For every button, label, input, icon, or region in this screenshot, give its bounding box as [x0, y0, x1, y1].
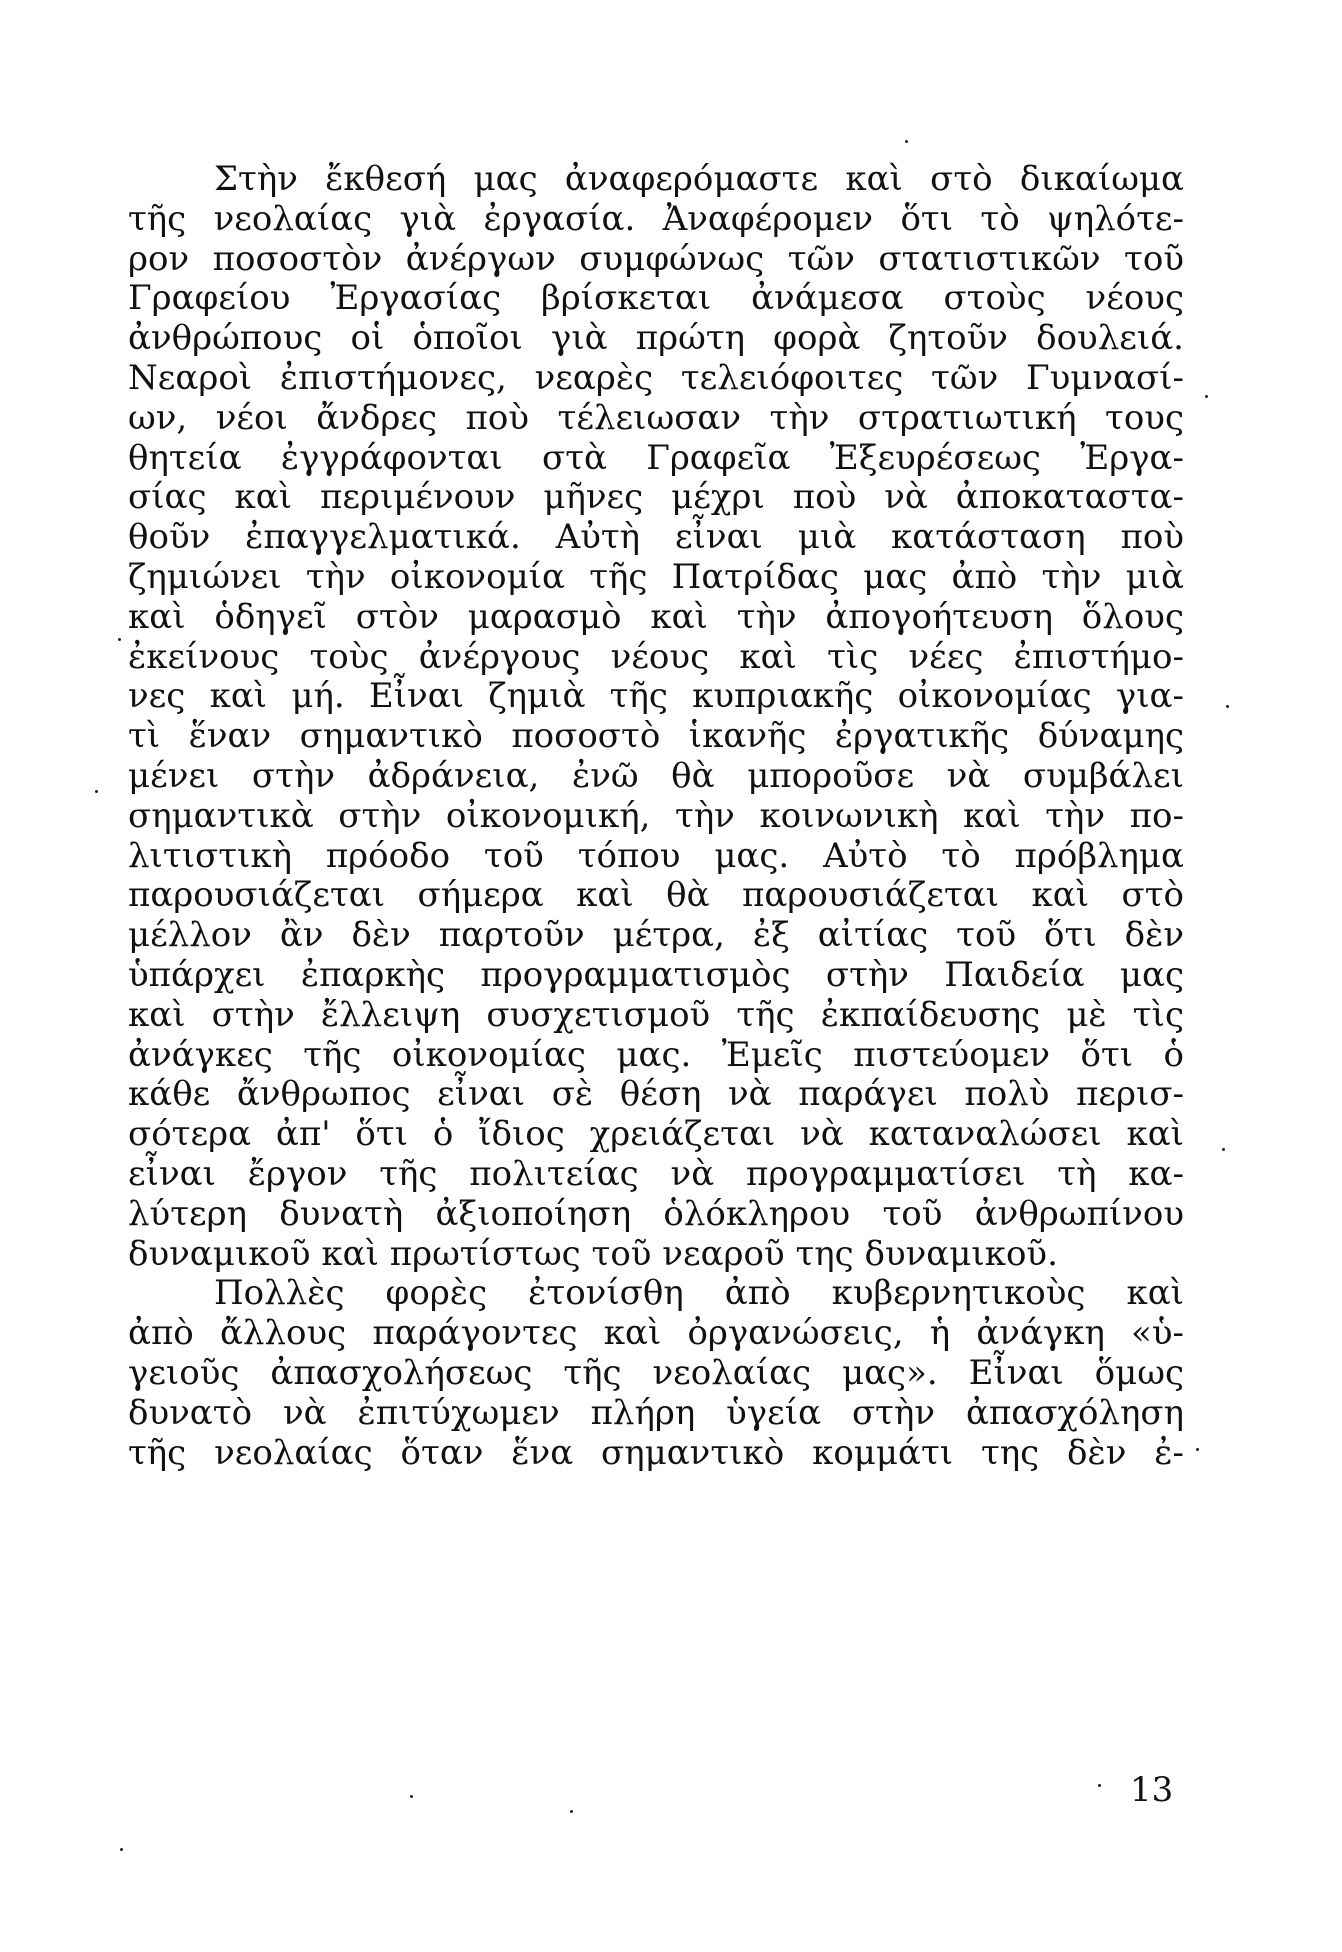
text-line: γειοῦς ἀπασχολήσεως τῆς νεολαίας μας». Εἶναι ὅμως	[128, 1352, 1184, 1393]
text-line: σημαντικὰ στὴν οἰκονομική, τὴν κοινωνικὴ καὶ τὴν πο-	[128, 795, 1184, 836]
scan-speck	[1196, 1448, 1199, 1451]
scan-speck	[1205, 395, 1208, 398]
text-line: δυναμικοῦ καὶ πρωτίστως τοῦ νεαροῦ της δυναμικοῦ.	[128, 1233, 1058, 1274]
scan-speck	[1222, 1148, 1225, 1151]
text-line: σίας καὶ περιμένουν μῆνες μέχρι ποὺ νὰ ἀποκαταστα-	[128, 477, 1184, 518]
body-text	[128, 160, 1184, 1473]
text-line: τὶ ἕναν σημαντικὸ ποσοστὸ ἱκανῆς ἐργατικῆς δύναμης	[128, 716, 1184, 757]
text-line: κάθε ἄνθρωπος εἶναι σὲ θέση νὰ παράγει πολὺ περισ-	[128, 1074, 1184, 1115]
scan-speck	[905, 140, 908, 143]
text-line: καὶ ὁδηγεῖ στὸν μαρασμὸ καὶ τὴν ἀπογοήτευση ὅλους	[128, 596, 1184, 637]
scan-speck	[570, 1810, 573, 1813]
text-line: καὶ στὴν ἔλλειψη συσχετισμοῦ τῆς ἐκπαίδευσης μὲ τὶς	[128, 994, 1184, 1035]
text-line: ζημιώνει τὴν οἰκονομία τῆς Πατρίδας μας ἀπὸ τὴν μιὰ	[128, 556, 1184, 597]
text-line: ἐκείνους τοὺς ἀνέργους νέους καὶ τὶς νέες ἐπιστήμο-	[128, 636, 1184, 677]
text-line: ρον ποσοστὸν ἀνέργων συμφώνως τῶν στατιστικῶν τοῦ	[128, 238, 1184, 279]
text-line: ων, νέοι ἄνδρες ποὺ τέλειωσαν τὴν στρατιωτική τους	[128, 397, 1184, 438]
text-line: τῆς νεολαίας ὅταν ἕνα σημαντικὸ κομμάτι της δὲν ἐ-	[128, 1432, 1184, 1473]
text-line: Στὴν ἔκθεσή μας ἀναφερόμαστε καὶ στὸ δικαίωμα	[214, 159, 1184, 199]
text-line: δυνατὸ νὰ ἐπιτύχωμεν πλήρη ὑγεία στὴν ἀπασχόληση	[128, 1392, 1184, 1433]
text-line: εἶναι ἔργον τῆς πολιτείας νὰ προγραμματίσει τὴ κα-	[128, 1153, 1184, 1194]
text-line: μέλλον ἂν δὲν παρτοῦν μέτρα, ἐξ αἰτίας τοῦ ὅτι δὲν	[128, 915, 1184, 956]
text-line: Νεαροὶ ἐπιστήμονες, νεαρὲς τελειόφοιτες τῶν Γυμνασί-	[128, 357, 1184, 398]
text-line: μένει στὴν ἀδράνεια, ἐνῶ θὰ μποροῦσε νὰ συμβάλει	[128, 755, 1184, 796]
text-line: λύτερη δυνατὴ ἀξιοποίηση ὁλόκληρου τοῦ ἀνθρωπίνου	[128, 1193, 1184, 1234]
text-line: ὑπάρχει ἐπαρκὴς προγραμματισμὸς στὴν Παιδεία μας	[128, 954, 1184, 995]
text-line: θοῦν ἐπαγγελματικά. Αὐτὴ εἶναι μιὰ κατάσταση ποὺ	[128, 517, 1184, 558]
scan-speck	[118, 638, 121, 641]
text-line: νες καὶ μή. Εἶναι ζημιὰ τῆς κυπριακῆς οἰκονομίας για-	[128, 676, 1184, 717]
scan-speck	[120, 1848, 123, 1851]
scan-speck	[1098, 1784, 1101, 1787]
text-line: Πολλὲς φορὲς ἐτονίσθη ἀπὸ κυβερνητικοὺς καὶ	[214, 1273, 1184, 1314]
page-number: 13	[1130, 1770, 1174, 1810]
text-line: Γραφείου Ἐργασίας βρίσκεται ἀνάμεσα στοὺς νέους	[128, 278, 1184, 319]
scan-speck	[410, 1795, 413, 1798]
text-line: ἀνάγκες τῆς οἰκονομίας μας. Ἐμεῖς πιστεύομεν ὅτι ὁ	[128, 1034, 1184, 1075]
scan-speck	[95, 790, 98, 793]
text-line: ἀπὸ ἄλλους παράγοντες καὶ ὀργανώσεις, ἡ ἀνάγκη «ὑ-	[128, 1313, 1184, 1354]
text-line: σότερα ἀπ' ὅτι ὁ ἴδιος χρειάζεται νὰ καταναλώσει καὶ	[128, 1114, 1184, 1155]
text-line: λιτιστικὴ πρόοδο τοῦ τόπου μας. Αὐτὸ τὸ πρόβλημα	[128, 835, 1184, 876]
text-line: θητεία ἐγγράφονται στὰ Γραφεῖα Ἐξευρέσεως Ἐργα-	[128, 437, 1184, 478]
scan-speck	[1226, 705, 1229, 708]
text-line: τῆς νεολαίας γιὰ ἐργασία. Ἀναφέρομεν ὅτι τὸ ψηλότε-	[128, 198, 1184, 239]
text-line: ἀνθρώπους οἱ ὁποῖοι γιὰ πρώτη φορὰ ζητοῦν δουλειά.	[128, 318, 1184, 359]
text-line: παρουσιάζεται σήμερα καὶ θὰ παρουσιάζεται καὶ στὸ	[128, 875, 1184, 916]
